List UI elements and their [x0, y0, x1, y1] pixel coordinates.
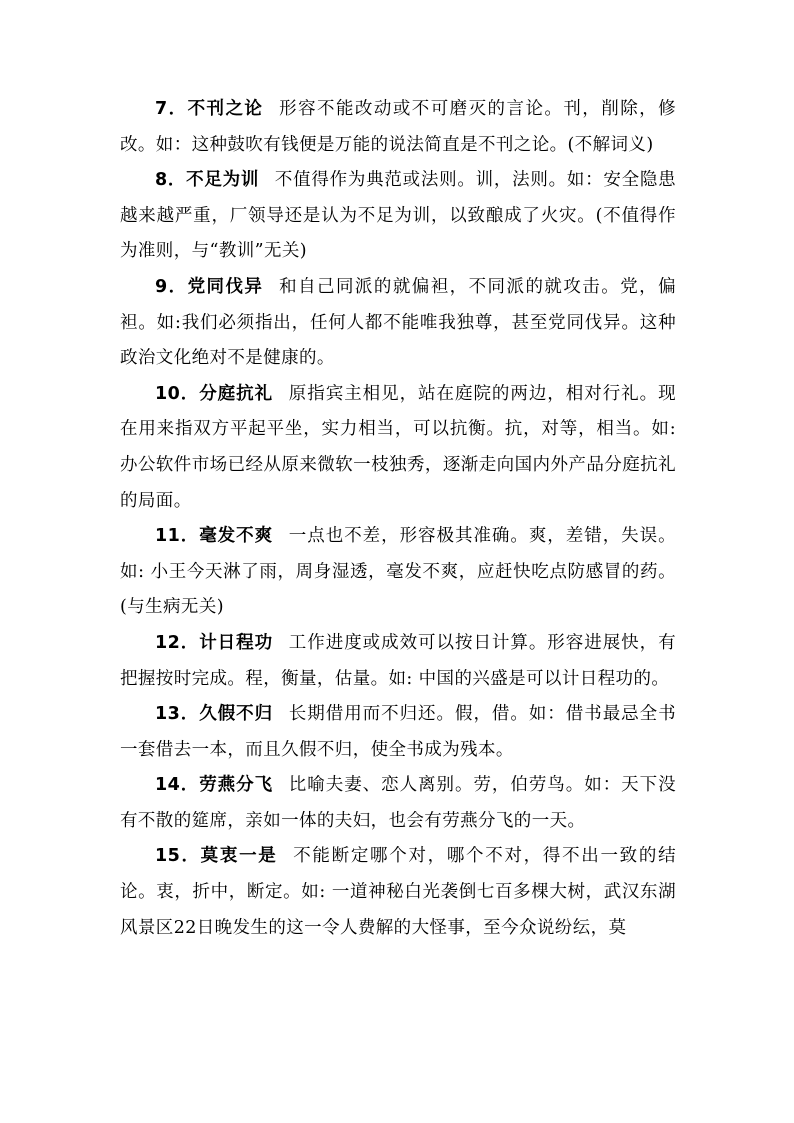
entry-term: 不足为训 — [186, 170, 260, 191]
entry-number: 13． — [155, 704, 200, 725]
entry-number: 10． — [155, 383, 200, 404]
entry-definition: 长期借用而不归还。假，借。如：借书最忌全书一套借去一本，而且久假不归，使全书成为残本。 — [120, 704, 676, 760]
entry-term: 不刊之论 — [187, 99, 264, 119]
entry-definition: 不能断定哪个对，哪个不对，得不出一致的结论。衷，折中，断定。如: 一道神秘白光袭倒七百多棵大树，武汉东湖风景区22日晚发生的这一令人费解的大怪事，至今众说纷纭，莫 — [120, 846, 676, 938]
entry-number: 7． — [155, 99, 188, 119]
entry-number: 15． — [155, 846, 201, 867]
entry-number: 14． — [155, 775, 200, 796]
entry-definition: 形容不能改动或不可磨灭的言论。刊，削除，修改。如：这种鼓吹有钱便是万能的说法简直是不刊之论。(不解词义) — [120, 99, 676, 155]
entry-definition: 一点也不差，形容极其准确。爽，差错，失误。如: 小王今天淋了雨，周身湿透，毫发不爽，应赶快吃点防感冒的药。(与生病无关) — [120, 526, 676, 618]
entry-term: 毫发不爽 — [199, 526, 274, 547]
entry-9 — [120, 270, 676, 377]
entry-definition: 不值得作为典范或法则。训，法则。如：安全隐患越来越严重，厂领导还是认为不足为训，以致酿成了火灾。(不值得作为准则，与“教训”无关) — [120, 170, 676, 262]
entry-term: 党同伐异 — [187, 276, 264, 297]
entry-number: 9． — [155, 276, 188, 297]
entry-8 — [120, 163, 676, 270]
entry-definition: 原指宾主相见，站在庭院的两边，相对行礼。现在用来指双方平起平坐，实力相当，可以抗衡。抗，对等，相当。如: 办公软件市场已经从原来微软一枝独秀，逐渐走向国内外产品分庭抗礼的局面。 — [120, 383, 676, 511]
entry-11 — [120, 519, 676, 626]
document-page — [120, 92, 676, 946]
entry-definition: 工作进度或成效可以按日计算。形容进展快，有把握按时完成。程，衡量，估量。如: 中国的兴盛是可以计日程功的。 — [120, 632, 676, 689]
entry-number: 8． — [155, 170, 187, 191]
entry-15 — [120, 839, 676, 946]
entry-definition: 比喻夫妻、恋人离别。劳，伯劳鸟。如：天下没有不散的筵席，亲如一体的夫妇，也会有劳燕分飞的一天。 — [120, 775, 676, 831]
entry-definition: 和自己同派的就偏袒，不同派的就攻击。党，偏袒。如:我们必须指出，任何人都不能唯我独尊，甚至党同伐异。这种政治文化绝对不是健康的。 — [120, 276, 676, 369]
entry-10 — [120, 377, 676, 519]
entry-7 — [120, 92, 676, 163]
entry-term: 莫衷一是 — [200, 846, 278, 867]
entry-14 — [120, 768, 676, 839]
entry-number: 12． — [155, 632, 200, 653]
entry-number: 11． — [155, 526, 200, 547]
entry-term: 计日程功 — [199, 632, 274, 653]
entry-term: 久假不归 — [199, 704, 274, 725]
entry-term: 劳燕分飞 — [199, 775, 274, 796]
entry-12 — [120, 626, 676, 697]
entry-term: 分庭抗礼 — [199, 383, 274, 404]
entry-13 — [120, 697, 676, 768]
